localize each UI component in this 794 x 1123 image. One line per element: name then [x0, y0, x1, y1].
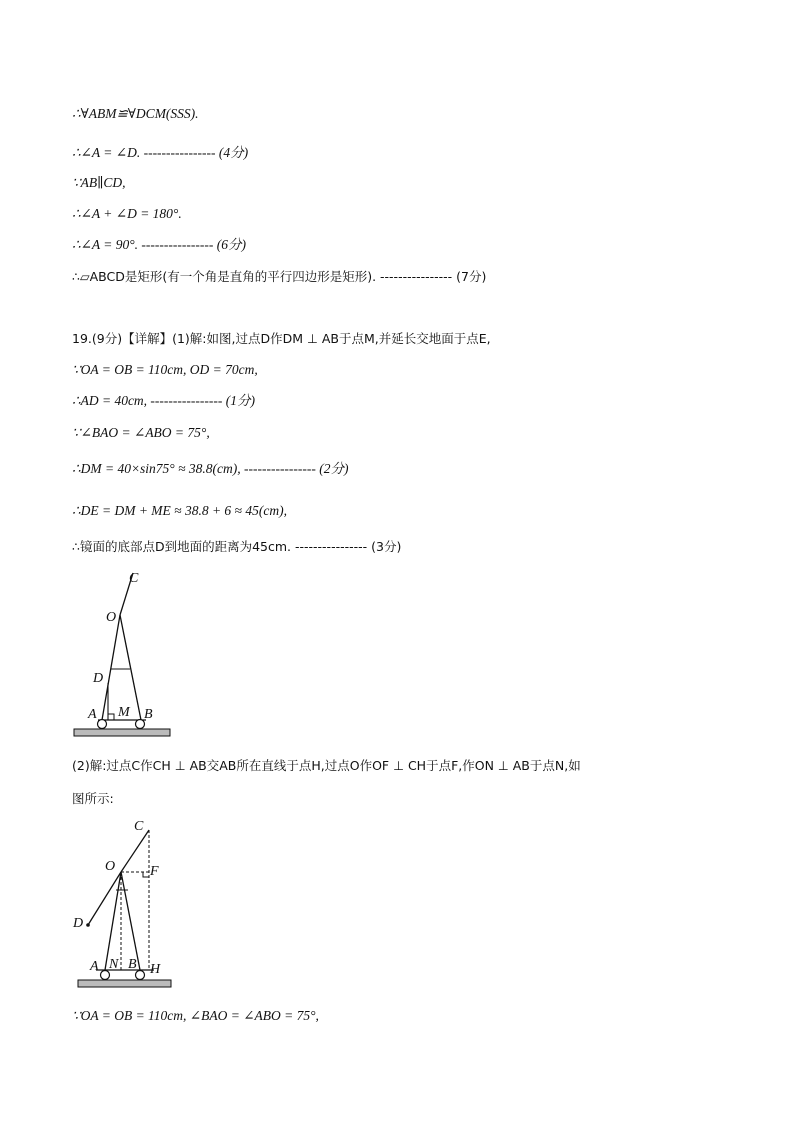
text-line: 图所示: [72, 791, 114, 806]
text-line: ∴∠A + ∠D = 180°. [72, 206, 182, 221]
label-O: O [106, 610, 117, 625]
label-H: H [150, 962, 161, 977]
label-A: A [88, 707, 97, 722]
label-B: B [144, 707, 153, 722]
text-line: ∴DM = 40×sin75° ≈ 38.8(cm), ---------------- (2分) [72, 461, 349, 476]
text-line: ∴∠A = ∠D. ---------------- (4分) [72, 145, 249, 160]
label-M: M [118, 705, 130, 720]
text-line: ∴镜面的底部点D到地面的距离为45cm. ---------------- (3分) [72, 539, 402, 554]
text-line: ∵OA = OB = 110cm, ∠BAO = ∠ABO = 75°, [72, 1008, 319, 1023]
label-N: N [109, 957, 119, 972]
problem-heading: 19.(9分)【详解】(1)解:如图,过点D作DM ⊥ AB于点M,并延长交地面于点E, [72, 331, 491, 346]
text-line: ∴▱ABCD是矩形(有一个角是直角的平行四边形是矩形). ---------------- (7分) [72, 269, 487, 284]
label-C: C [134, 819, 144, 834]
text-line: ∴AD = 40cm, ---------------- (1分) [72, 393, 255, 408]
label-F: F [150, 864, 159, 879]
label-A: A [90, 959, 99, 974]
figure-mirror-stand-2 [68, 815, 208, 1000]
label-B: B [128, 957, 137, 972]
label-D: D [93, 671, 104, 686]
text-line: ∵AB∥CD, [72, 175, 126, 190]
label-O: O [105, 859, 116, 874]
text-line: ∵OA = OB = 110cm, OD = 70cm, [72, 362, 258, 377]
text-line: ∵∠BAO = ∠ABO = 75°, [72, 425, 210, 440]
text-line: ∴DE = DM + ME ≈ 38.8 + 6 ≈ 45(cm), [72, 503, 287, 518]
label-D: D [73, 916, 84, 931]
text-line: (2)解:过点C作CH ⊥ AB交AB所在直线于点H,过点O作OF ⊥ CH于点F,作ON ⊥ AB于点N,如 [72, 758, 581, 773]
label-C: C [129, 571, 139, 586]
text-line: ∴∀ABM≌∀DCM(SSS). [72, 106, 199, 121]
text-line: ∴∠A = 90°. ---------------- (6分) [72, 237, 246, 252]
figure-mirror-stand-1 [70, 565, 210, 745]
